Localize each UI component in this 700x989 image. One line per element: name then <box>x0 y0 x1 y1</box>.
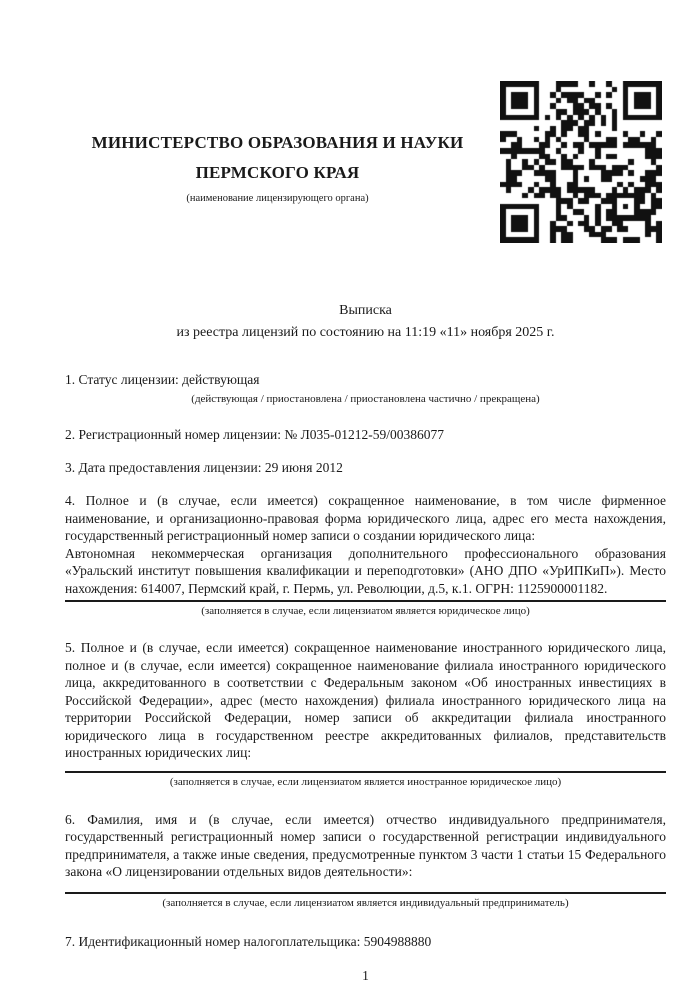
fill-in-line-legal-entity <box>65 600 666 602</box>
fill-in-line-foreign-entity <box>65 771 666 773</box>
item-taxpayer-number <box>65 932 666 952</box>
item-foreign-entity <box>65 639 666 790</box>
document-header <box>0 0 700 270</box>
registration-number-text: 2. Регистрационный номер лицензии: № Л035-01212-59/00386077 <box>65 427 445 442</box>
ministry-name-line2: ПЕРМСКОГО КРАЯ <box>195 163 360 182</box>
grant-date-text: 3. Дата предоставления лицензии: 29 июня 2012 <box>65 460 343 475</box>
document-body <box>65 300 666 986</box>
ministry-caption: (наименование лицензирующего органа) <box>186 193 369 204</box>
fill-in-line-individual <box>65 892 666 894</box>
item-registration-number <box>65 425 666 445</box>
foreign-entity-label: 5. Полное и (в случае, если имеется) сокращенное наименование иностранного юридического лица, полное и (в случае, если имеется) сокращенное наименование филиала иностранного юридического лица, аккредитованного в соответствии с Федеральным законом «Об иностранных инвестициях в Российской Федерации», адрес (место нахождения) филиала иностранного юридического лица на территории Российской Федерации, номер записи об аккредитации филиала иностранного юридического лица в государственном реестре аккредитованных филиалов, представительств иностранных юридических лиц: <box>65 640 666 760</box>
legal-entity-caption: (заполняется в случае, если лицензиатом является юридическое лицо) <box>201 605 530 617</box>
license-status-caption: (действующая / приостановлена / приостановлена частично / прекращена) <box>191 393 540 405</box>
document-title <box>65 300 666 344</box>
page-number: 1 <box>362 967 369 983</box>
individual-entrepreneur-caption: (заполняется в случае, если лицензиатом является индивидуальный предприниматель) <box>162 896 569 909</box>
individual-entrepreneur-label: 6. Фамилия, имя и (в случае, если имеется) отчество индивидуального предпринимателя, государственный регистрационный номер записи о государственной регистрации индивидуального предпринимателя, а также иные сведения, предусмотренные пунктом 3 части 1 статьи 15 Федерального закона «О лицензировании отдельных видов деятельности»: <box>65 811 666 879</box>
qr-code-icon <box>500 81 662 243</box>
taxpayer-number-text: 7. Идентификационный номер налогоплательщика: 5904988880 <box>65 933 432 949</box>
item-grant-date <box>65 458 666 478</box>
foreign-entity-caption: (заполняется в случае, если лицензиатом является иностранное юридическое лицо) <box>169 775 562 788</box>
doc-title-line1: Выписка <box>339 303 392 318</box>
legal-entity-label: 4. Полное и (в случае, если имеется) сокращенное наименование, в том числе фирменное наименование, и организационно-правовая форма юридического лица, адрес его места нахождения, государственный регистрационный номер записи о создании юридического лица: <box>65 493 666 543</box>
legal-entity-value: Автономная некоммерческая организация дополнительного профессионального образования «Уральский институт повышения квалификации и переподготовки» (АНО ДПО «УрИПКиП»). Место нахождения: 614007, Пермский край, г. Пермь, ул. Революции, д.5, к.1. ОГРН: 1125900001182. <box>65 545 666 596</box>
item-individual-entrepreneur <box>65 811 666 911</box>
license-status-text: 1. Статус лицензии: действующая <box>65 372 260 387</box>
item-legal-entity <box>65 492 666 619</box>
doc-title-line2: из реестра лицензий по состоянию на 11:19 «11» ноября 2025 г. <box>176 325 555 340</box>
ministry-name-line1: МИНИСТЕРСТВО ОБРАЗОВАНИЯ И НАУКИ <box>91 133 464 152</box>
qr-code-canvas <box>500 81 662 243</box>
item-license-status <box>65 370 666 407</box>
licensing-authority-block <box>65 128 490 206</box>
